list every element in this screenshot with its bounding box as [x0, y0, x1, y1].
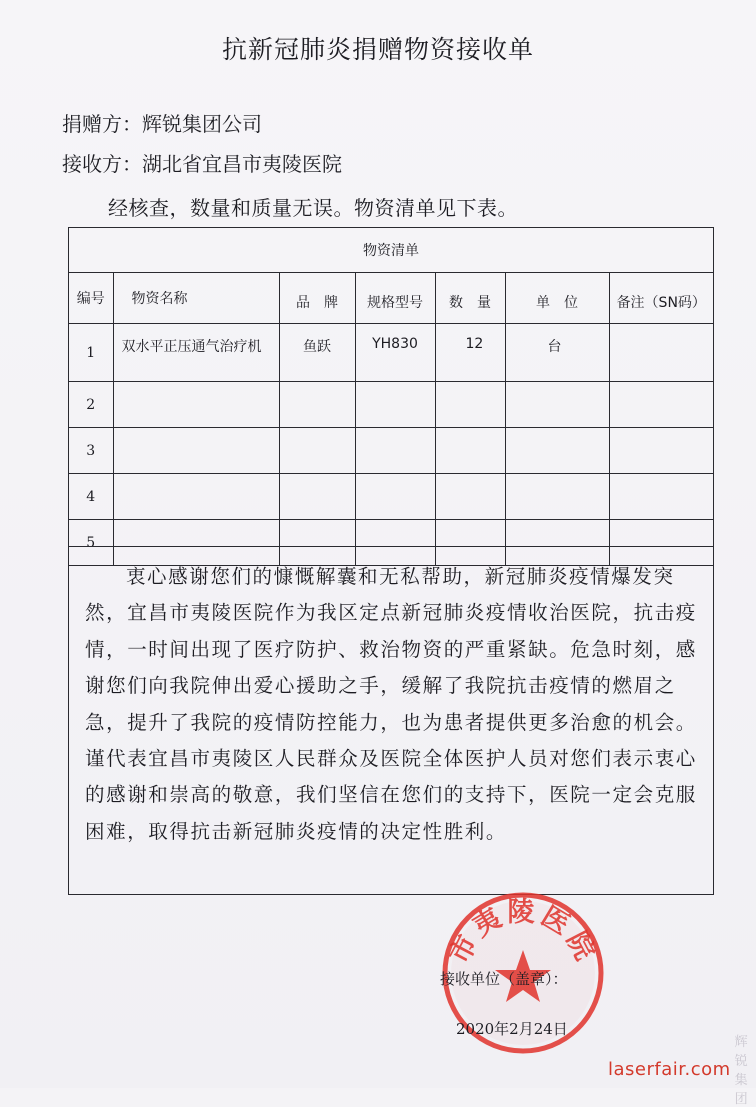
materials-table — [69, 228, 713, 566]
table-header-row — [69, 273, 713, 324]
header-unit: 单 位 — [505, 273, 609, 324]
cell-item-name — [113, 474, 279, 520]
watermark — [608, 1035, 756, 1107]
receiver-line: 接收方：湖北省宜昌市夷陵医院 — [62, 152, 342, 176]
header-quantity: 数 量 — [435, 273, 505, 324]
watermark-text: laserfair.com — [608, 1058, 731, 1080]
cell-model — [355, 428, 435, 474]
header-item-name: 物资名称 — [113, 273, 279, 324]
cell-number: 1 — [69, 324, 113, 382]
table-caption: 物资清单 — [69, 228, 713, 273]
header-notes: 备注（SN码） — [609, 273, 713, 324]
header-number: 编号 — [69, 273, 113, 324]
cell-quantity — [435, 382, 505, 428]
cell-item-name — [113, 382, 279, 428]
seal-text: 市夷陵医院 — [443, 897, 603, 969]
letter-text: 衷心感谢您们的慷慨解囊和无私帮助，新冠肺炎疫情爆发突然，宜昌市夷陵医院作为我区定点新冠肺炎疫情收治医院，抗击疫情，一时间出现了医疗防护、救治物资的严重紧缺。危急时刻，感谢您们向我院伸出爱心援助之手，缓解了我院抗击疫情的燃眉之急，提升了我院的疫情防控能力，也为患者提供更多治愈的机会。谨代表宜昌市夷陵区人民群众及医院全体医护人员对您们表示衷心的感谢和崇高的敬意，我们坚信在您们的支持下，医院一定会克服困难，取得抗击新冠肺炎疫情的决定性胜利。 — [85, 565, 697, 843]
cell-model: YH830 — [355, 324, 435, 382]
document-title: 抗新冠肺炎捐赠物资接收单 — [221, 35, 534, 64]
cell-unit — [505, 428, 609, 474]
thank-you-letter — [69, 546, 713, 894]
cell-item-name — [113, 428, 279, 474]
cell-model — [355, 474, 435, 520]
header-model: 规格型号 — [355, 273, 435, 324]
receiver-signature: 接收单位（盖章）： — [440, 970, 568, 988]
cell-notes — [609, 324, 713, 382]
cell-notes — [609, 382, 713, 428]
cell-brand: 鱼跃 — [279, 324, 355, 382]
cell-number: 4 — [69, 474, 113, 520]
cell-item-name: 双水平正压通气治疗机 — [113, 324, 279, 382]
verification-note: 经核查，数量和质量无误。物资清单见下表。 — [108, 196, 518, 220]
cell-quantity — [435, 474, 505, 520]
table-row — [69, 474, 713, 520]
cell-brand — [279, 474, 355, 520]
materials-sheet — [68, 227, 714, 895]
cell-notes — [609, 474, 713, 520]
cell-unit — [505, 382, 609, 428]
donor-line: 捐赠方：辉锐集团公司 — [62, 112, 262, 136]
cell-quantity: 12 — [435, 324, 505, 382]
watermark-subtext: 辉锐集团 — [734, 1035, 748, 1107]
cell-unit — [505, 474, 609, 520]
cell-number: 2 — [69, 382, 113, 428]
table-row — [69, 324, 713, 382]
cell-quantity — [435, 428, 505, 474]
cell-number: 3 — [69, 428, 113, 474]
cell-number: 5 — [69, 520, 113, 566]
header-brand: 品 牌 — [279, 273, 355, 324]
cell-brand — [279, 428, 355, 474]
table-row — [69, 428, 713, 474]
cell-unit: 台 — [505, 324, 609, 382]
cell-model — [355, 382, 435, 428]
cell-notes — [609, 428, 713, 474]
document-date: 2020年2月24日 — [456, 1020, 568, 1038]
table-row — [69, 382, 713, 428]
cell-brand — [279, 382, 355, 428]
